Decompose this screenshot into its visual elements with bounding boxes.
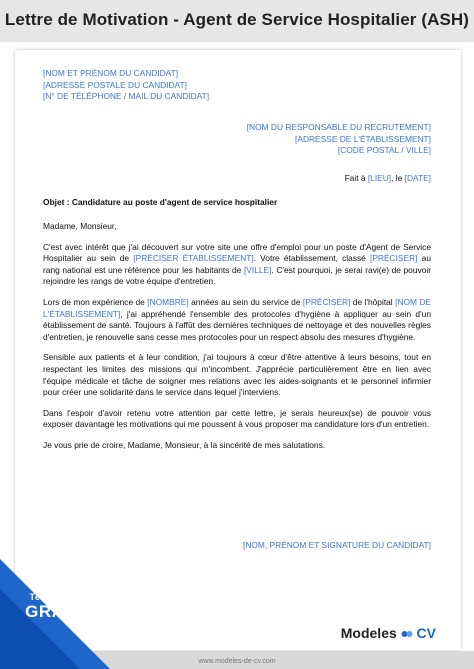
p1-text-c: au rang national est une référence pour les habitants de bbox=[43, 253, 431, 275]
sender-contact: [N° DE TÉLÉPHONE / MAIL DU CANDIDAT] bbox=[43, 91, 210, 102]
paragraph-4: Dans l'espoir d'avoir retenu votre attention par cette lettre, je serais heureux(se) de pouvoir vous exposer davantage les motivations qui me poussent à vous proposer ma candidature lors d'un entretien. bbox=[43, 407, 431, 430]
badge-line-2: GRATUIT bbox=[25, 602, 103, 621]
paragraph-2 bbox=[43, 297, 431, 343]
sender-block bbox=[43, 68, 209, 103]
p2-text-a: Lors de mon expérience de bbox=[43, 296, 148, 307]
p2-text-b: années au sein du service de bbox=[188, 296, 303, 307]
free-download-badge[interactable] bbox=[20, 592, 108, 622]
p1-text-a: C'est avec intérêt que j'ai découvert sur votre site une offre d'emploi pour un poste d'Agent de Service Hospitalier au sein de bbox=[43, 241, 431, 264]
date-mid: , le bbox=[391, 173, 405, 183]
subject-line: Objet : Candidature au poste d'agent de service hospitalier bbox=[43, 197, 278, 207]
p1-placeholder-city: [VILLE] bbox=[243, 264, 272, 275]
paragraph-3: Sensible aux patients et à leur condition, j'ai toujours à cœur d'être attentive à leurs besoins, tout en respectant les limites des missions qui m'incombent. J'apprécie particulièrement être en lien avec l'équipe médicale et tâche de soigner mes relations avec les aides-soignants et le personnel infirmier pour créer une solidarité dans le service dans lequel j'interviens. bbox=[43, 352, 431, 398]
logo-text-modeles: Modeles bbox=[340, 625, 397, 641]
logo-text-cv: CV bbox=[416, 625, 436, 641]
recipient-city: [CODE POSTAL / VILLE] bbox=[337, 145, 431, 156]
date-value: [DATE] bbox=[404, 173, 431, 183]
p2-text-d: , j'ai appréhendé l'ensemble des protocoles d'hygiène à appliquer au sein d'un établissement de santé. Toujours à l'affût des dernières techniques de nettoyage et des nouvelles règles d'entretien, je renouvelle sans cesse mes protocoles pour un respect absolu des mesures d'hygiène. bbox=[43, 308, 431, 342]
brand-logo[interactable] bbox=[341, 625, 436, 641]
title-banner bbox=[0, 0, 474, 42]
p1-placeholder-rank: [PRÉCISER] bbox=[370, 253, 418, 264]
sender-name: [NOM ET PRÉNOM DU CANDIDAT] bbox=[43, 68, 179, 78]
sender-address: [ADRESSE POSTALE DU CANDIDAT] bbox=[43, 79, 187, 90]
paragraph-5: Je vous prie de croire, Madame, Monsieur, à la sincérité de mes salutations. bbox=[43, 439, 326, 450]
paragraph-1 bbox=[43, 242, 431, 288]
p1-text-d: . C'est pourquoi, je serai ravi(e) de pouvoir rejoindre les rangs de votre équipe d'entretien. bbox=[43, 264, 431, 287]
logo-hearts-icon bbox=[401, 629, 413, 639]
p1-text-b: . Votre établissement, classé bbox=[253, 253, 370, 264]
letter-body bbox=[43, 221, 431, 461]
signature-placeholder: [NOM, PRÉNOM ET SIGNATURE DU CANDIDAT] bbox=[243, 540, 431, 550]
salutation: Madame, Monsieur, bbox=[43, 221, 117, 231]
p1-placeholder-establishment: [PRÉCISER ÉTABLISSEMENT] bbox=[133, 253, 254, 264]
p2-placeholder-hospital: [NOM DE L'ÉTABLISSEMENT] bbox=[43, 296, 432, 319]
footer-url[interactable]: www.modeles-de-cv.com bbox=[198, 658, 276, 665]
p2-text-c: de l'hôpital bbox=[350, 296, 396, 307]
recipient-block bbox=[247, 122, 431, 157]
p2-placeholder-service: [PRÉCISER] bbox=[302, 296, 351, 307]
date-prefix: Fait à bbox=[344, 173, 368, 183]
p2-placeholder-years: [NOMBRE] bbox=[147, 296, 189, 307]
recipient-name: [NOM DU RESPONSABLE DU RECRUTEMENT] bbox=[246, 122, 431, 132]
recipient-address: [ADRESSE DE L'ÉTABLISSEMENT] bbox=[295, 133, 431, 144]
date-place: [LIEU] bbox=[367, 173, 392, 183]
date-line bbox=[345, 173, 431, 185]
page-title: Lettre de Motivation - Agent de Service Hospitalier (ASH) bbox=[4, 10, 470, 29]
badge-line-1: Téléchargement bbox=[29, 592, 99, 602]
